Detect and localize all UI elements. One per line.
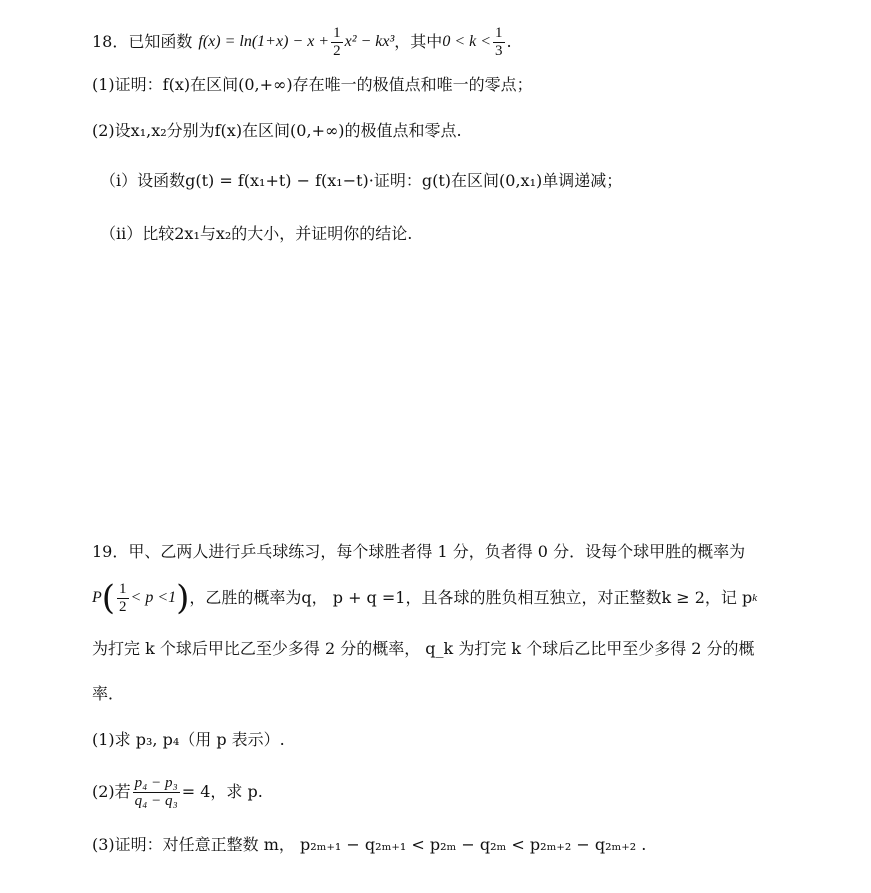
q19-line1-text: 19．甲、乙两人进行乒乓球练习，每个球胜者得 1 分，负者得 0 分．设每个球甲胜的概率为 [92, 542, 746, 561]
q19-right-paren: ) [176, 578, 190, 618]
q19-part3 [92, 835, 646, 855]
q19-line1 [92, 542, 745, 562]
q18-stem-pre: 已知函数 [128, 32, 193, 51]
q18-half-den: 2 [333, 42, 341, 59]
q18-third-den: 3 [495, 42, 503, 59]
q19-half-den: 2 [119, 598, 127, 615]
q18-end: . [506, 32, 512, 51]
q18-f-def: f(x) = ln(1+x) − x + [198, 33, 330, 50]
q19-line2-text: ，乙胜的概率为q， p + q =1，且各球的胜负相互独立，对正整数k ≥ 2，记 p [189, 588, 753, 607]
q19-left-paren: ( [101, 578, 116, 618]
q19-line3 [92, 639, 755, 659]
q19-half-fraction [117, 581, 129, 616]
q18-part2-ii [100, 224, 412, 244]
q18-part1 [92, 75, 533, 95]
q19-part2-den: q₄ − q₃ [134, 792, 178, 809]
q18-part2-text: (2)设x₁,x₂分别为f(x)在区间(0,+∞)的极值点和零点. [92, 121, 462, 140]
q18-part2-i [100, 171, 622, 191]
q18-number: 18． [92, 32, 129, 51]
q19-part2-pre: (2)若 [92, 782, 131, 801]
q19-line4-text: 率． [92, 684, 125, 703]
q18-stem [92, 24, 512, 59]
q19-half-num: 1 [119, 580, 127, 597]
q19-part2-post: = 4，求 p. [181, 782, 263, 801]
q18-part2-ii-text: （ii）比较2x₁与x₂的大小，并证明你的结论. [100, 224, 413, 243]
q18-f-tail: x² − kx³ [344, 33, 395, 50]
q18-part2 [92, 121, 462, 141]
q19-part3-text: (3)证明：对任意正整数 m， p₂ₘ₊₁ − q₂ₘ₊₁ < p₂ₘ − q₂ₘ < p₂ₘ₊₂ − q₂ₘ₊₂ . [92, 835, 647, 854]
q19-line2: P ( $\frac{1}{2}$ < p <1 ) ，乙胜的概率为q， p + q =1，且各球的胜负相互独立，对正整数k ≥ 2，记 p k [92, 578, 758, 618]
q18-cond-pre: ，其中 [394, 32, 443, 51]
q19-line3-text: 为打完 k 个球后甲比乙至少多得 2 分的概率， q_k 为打完 k 个球后乙比甲至少多得 2 分的概 [92, 639, 755, 658]
q18-k-cond: 0 < k < [442, 33, 492, 50]
q18-half-num: 1 [333, 24, 341, 41]
q18-half-fraction [331, 25, 343, 60]
q18-part2-i-text: （i）设函数g(t) = f(x₁+t) − f(x₁−t)·证明：g(t)在区间(0,x₁)单调递减； [100, 171, 623, 190]
q18-part1-text: (1)证明：f(x)在区间(0,+∞)存在唯一的极值点和唯一的零点； [92, 75, 533, 94]
q18-third-fraction [493, 25, 505, 60]
q19-part2-fraction [133, 775, 180, 810]
q19-p-range: < p <1 [130, 589, 177, 606]
q19-part1 [92, 730, 285, 750]
q19-P: P [92, 589, 102, 606]
q19-part2-num: p₄ − p₃ [134, 774, 178, 791]
q19-line4 [92, 684, 124, 704]
q18-third-num: 1 [495, 24, 503, 41]
q19-part1-text: (1)求 p₃, p₄（用 p 表示）. [92, 730, 285, 749]
q19-part2 [92, 770, 263, 814]
